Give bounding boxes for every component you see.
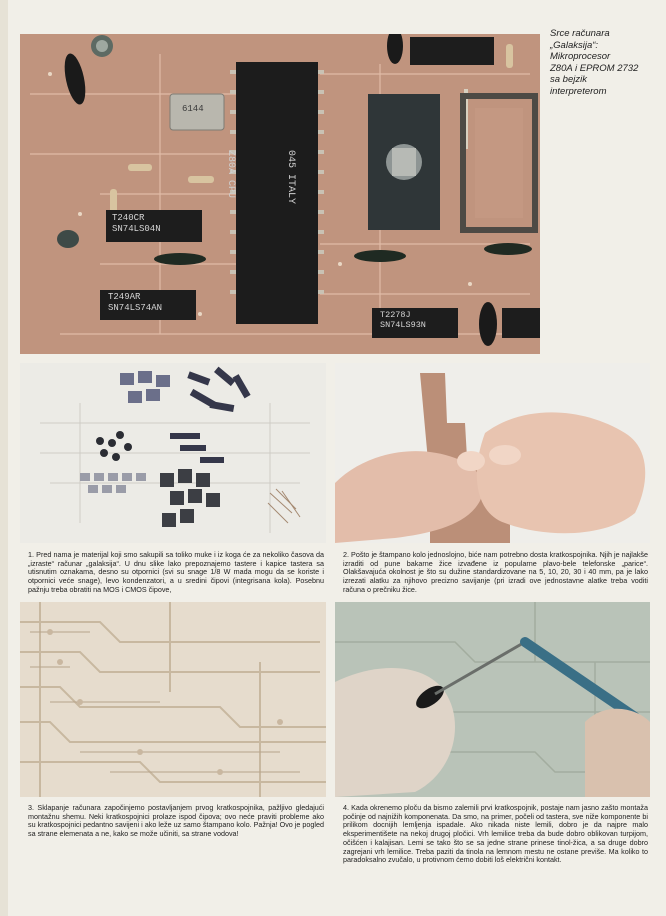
caption-4: 4. Kada okrenemo ploču da bismo zalemili prvi kratkospojnik, postaje nam jasno zašto montaža počinje od najnižih komponenata. Da smo, na primer, počeli od tastera, sve niže komponente bi prilikom docnijih lemljenja ispadale. Ako nikada niste lemili, dobro je da najpre malo eksperimentišete na nekoj drugoj pločici. Vrh lemilice treba da bude dobro oblikovan turpijom, očišćen i kalajisan. Lemi se tako što se sa jedne strane prinese tinol-žica, a sa druge dobro zagrejani vrh lemilice. Treba paziti da tinola na lemnom mestu ne ostane previše. Ma koliko to paradoksalno zvučalo, u protivnom ćemo dobiti loš električni kontakt. — [343, 803, 648, 865]
crystal-label: 6144 — [182, 104, 204, 114]
main-caption-line1: Srce računara — [550, 28, 610, 39]
caption-1: 1. Pred nama je materijal koji smo sakupili sa toliko muke i iz koga će za nekoliko časova da „izraste“ računar „galaksija“. U dnu slike lako prepoznajemo tastere i kapice tastera sa utisnutim oznakama, desno su otpornici (svi su snage 1/8 W mada mogu da se koriste i otpornici veće snage), levo kondenzatori, a u sredini čipovi (integrisana kola). Posebnu pažnju treba obratiti na MOS i CMOS čipove, — [28, 550, 324, 594]
chip-u3-line2: SN74LS93N — [380, 320, 426, 330]
page-edge — [0, 0, 8, 916]
cpu-marking — [173, 167, 373, 197]
chip-u1-line2: SN74LS04N — [112, 224, 161, 234]
main-photo-caption — [550, 28, 658, 97]
board-component-side-photo — [20, 602, 326, 797]
cpu-label-2: 045 ITALY — [285, 150, 296, 205]
main-caption-line2: „Galaksija“: — [550, 39, 599, 51]
jumper-bending-photo — [335, 363, 650, 543]
components-photo — [20, 363, 326, 543]
chip-u2-line1: T249AR — [108, 292, 141, 302]
chip-u3-line1: T2278J — [380, 310, 411, 320]
main-caption-line3: Mikroprocesor — [550, 51, 611, 62]
main-caption-line5: sa bejzik — [550, 74, 587, 85]
cpu-label-1: Z80A CPU — [225, 150, 236, 199]
caption-2: 2. Pošto je štampano kolo jednoslojno, biće nam potrebno dosta kratkospojnika. Njih je najlakše izraditi od pune bakarne žice izvađene iz popularne plavo-bele telefonske „parice“. Olakšavajuća okolnost je što su dužine standardizovane na 5, 10, 20, 30 i 40 mm, pa je lako izrezati alatku za njihovo precizno savijanje (pri izradi ove jednostavne alatke treba voditi računa o prečniku žice. — [343, 550, 648, 594]
chip-u3-label — [380, 310, 426, 330]
chip-u1-line1: T240CR — [112, 213, 145, 223]
cpu-label — [225, 150, 236, 198]
main-caption-line4: Z80A i EPROM 2732 — [550, 62, 639, 74]
main-caption-line6: interpreterom — [550, 85, 607, 97]
chip-u2-line2: SN74LS74AN — [108, 303, 163, 313]
cpu-label-line2 — [285, 150, 296, 204]
soldering-photo — [335, 602, 650, 797]
caption-3: 3. Sklapanje računara započinjemo postavljanjem prvog kratkospojnika, pažljivo gledajući montažnu shemu. Neki kratkospojnici prolaze ispod čipova; ovo neće praviti probleme ako su kratkospojnici pedantno savijeni i ako leže uz samo štampano kolo. Pažnja! Ovo je pogled sa strane elemenata a ne, kako se može učiniti, sa strane vodova! — [28, 803, 324, 839]
chip-u1-label — [112, 213, 161, 235]
chip-u2-label — [108, 292, 162, 314]
